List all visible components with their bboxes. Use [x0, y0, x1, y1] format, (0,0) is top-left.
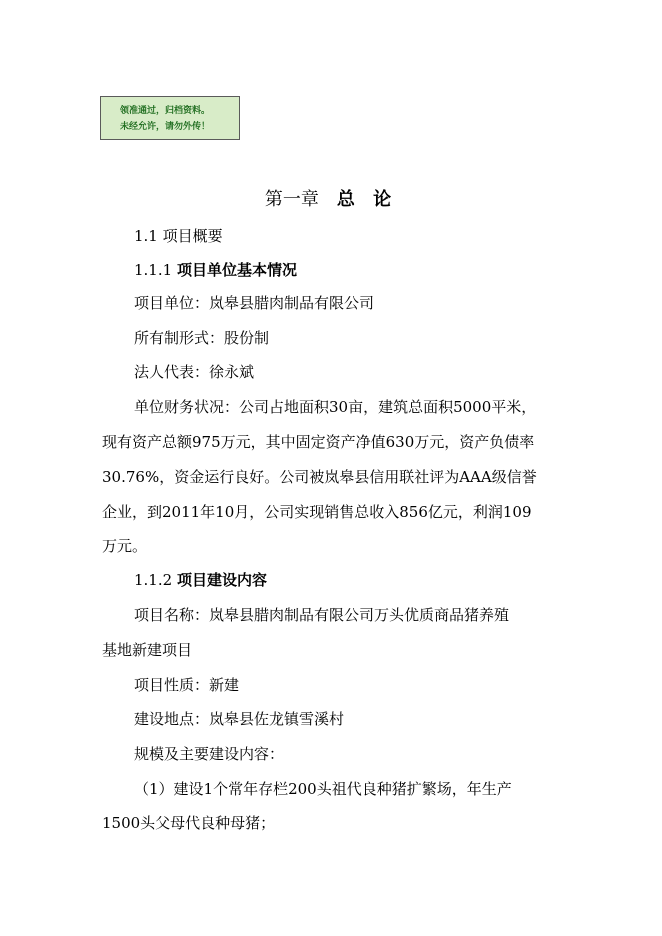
ownership-line: 所有制形式：股份制 — [134, 329, 270, 347]
section-heading: 1.1 项目概要 — [134, 227, 223, 245]
subsection-title: 项目建设内容 — [176, 571, 267, 589]
finance-line-5: 万元。 — [102, 537, 148, 555]
subsection-title: 项目单位基本情况 — [176, 261, 297, 279]
finance-line-1: 单位财务状况：公司占地面积30亩，建筑总面积5000平米， — [134, 398, 537, 416]
chapter-title — [0, 188, 662, 212]
subsection-heading-unit — [134, 260, 297, 280]
location-line: 建设地点：岚皋县佐龙镇雪溪村 — [134, 710, 345, 728]
project-name-line-2: 基地新建项目 — [102, 641, 193, 659]
approval-notice-stamp — [100, 96, 240, 140]
legal-rep-line: 法人代表：徐永斌 — [134, 363, 255, 381]
chapter-name: 总 论 — [336, 189, 398, 210]
scope-label: 规模及主要建设内容： — [134, 745, 285, 763]
subsection-number: 1.1.1 — [134, 261, 173, 279]
notice-line-2: 未经允许，请勿外传！ — [120, 122, 211, 132]
notice-line-1: 领准通过，归档资料。 — [120, 106, 211, 116]
project-nature-line: 项目性质：新建 — [134, 676, 240, 694]
finance-line-3: 30.76%，资金运行良好。公司被岚皋县信用联社评为AAA级信誉 — [102, 468, 537, 486]
subsection-number: 1.1.2 — [134, 571, 173, 589]
item1-line-1: （1）建设1个常年存栏200头祖代良种猪扩繁场，年生产 — [134, 780, 512, 798]
item1-line-2: 1500头父母代良种母猪； — [102, 814, 276, 832]
project-name-line-1: 项目名称：岚皋县腊肉制品有限公司万头优质商品猪养殖 — [134, 606, 510, 624]
project-unit-line: 项目单位：岚皋县腊肉制品有限公司 — [134, 294, 375, 312]
finance-line-4: 企业，到2011年10月，公司实现销售总收入856亿元，利润109 — [102, 503, 532, 521]
subsection-heading-construction — [134, 570, 267, 590]
chapter-number: 第一章 — [264, 189, 319, 210]
finance-line-2: 现有资产总额975万元，其中固定资产净值630万元，资产负债率 — [102, 433, 535, 451]
